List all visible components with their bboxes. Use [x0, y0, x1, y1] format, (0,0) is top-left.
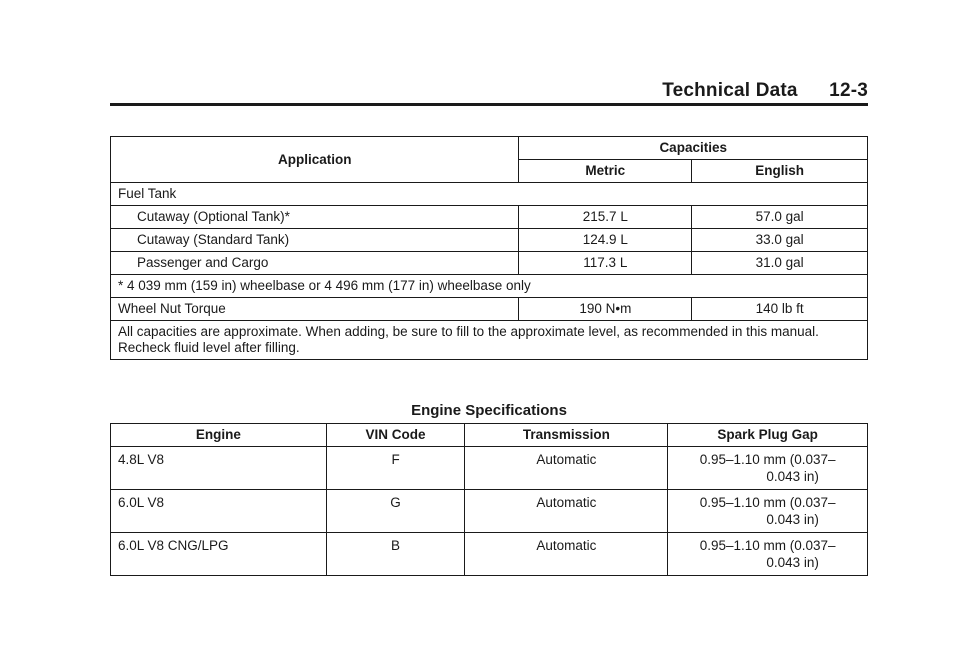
section-title: Technical Data: [662, 80, 798, 101]
table-row: [111, 298, 868, 321]
spark-plug-gap-cell: [668, 490, 868, 533]
wheel-nut-label: Wheel Nut Torque: [111, 298, 519, 321]
column-header-metric: Metric: [519, 160, 692, 183]
engine-cell: 6.0L V8: [111, 490, 327, 533]
spark-plug-gap-cell: [668, 447, 868, 490]
gap-line-2: 0.043 in): [766, 512, 819, 527]
table-row: [111, 490, 868, 533]
table-row: [111, 275, 868, 298]
fuel-row-english: 31.0 gal: [692, 252, 868, 275]
column-header-vin-code: VIN Code: [326, 424, 465, 447]
column-header-engine: Engine: [111, 424, 327, 447]
engine-specs-title: Engine Specifications: [411, 402, 567, 419]
table-header-row: [111, 137, 868, 160]
column-header-application: Application: [111, 137, 519, 183]
table-row: [111, 229, 868, 252]
table-row: [111, 206, 868, 229]
wheel-nut-english: 140 lb ft: [692, 298, 868, 321]
transmission-cell: Automatic: [465, 533, 668, 576]
table-row: [111, 447, 868, 490]
fuel-row-metric: 215.7 L: [519, 206, 692, 229]
vin-cell: F: [326, 447, 465, 490]
vin-cell: G: [326, 490, 465, 533]
fuel-row-metric: 124.9 L: [519, 229, 692, 252]
engine-cell: 4.8L V8: [111, 447, 327, 490]
spark-plug-gap-cell: [668, 533, 868, 576]
fuel-row-name: Passenger and Cargo: [111, 252, 519, 275]
table-row: [111, 252, 868, 275]
fuel-row-english: 57.0 gal: [692, 206, 868, 229]
engine-specs-table: [110, 423, 868, 576]
fuel-tank-label: Fuel Tank: [111, 183, 868, 206]
fuel-row-english: 33.0 gal: [692, 229, 868, 252]
page-header: [110, 80, 868, 104]
gap-line-2: 0.043 in): [766, 469, 819, 484]
gap-line-1: 0.95–1.10 mm (0.037–: [699, 452, 836, 467]
transmission-cell: Automatic: [465, 490, 668, 533]
table-header-row: [111, 424, 868, 447]
wheel-nut-metric: 190 N•m: [519, 298, 692, 321]
capacities-note: All capacities are approximate. When adding, be sure to fill to the approximate level, as recommended in this manual. Recheck fluid level after filling.: [111, 321, 868, 360]
column-header-transmission: Transmission: [465, 424, 668, 447]
table-row: [111, 533, 868, 576]
column-header-english: English: [692, 160, 868, 183]
page-number: 12-3: [829, 80, 868, 101]
gap-line-1: 0.95–1.10 mm (0.037–: [699, 538, 836, 553]
gap-line-2: 0.043 in): [766, 555, 819, 570]
column-header-spark-plug-gap: Spark Plug Gap: [668, 424, 868, 447]
capacities-table: [110, 136, 868, 360]
table-row: [111, 321, 868, 360]
wheelbase-footnote: * 4 039 mm (159 in) wheelbase or 4 496 mm (177 in) wheelbase only: [111, 275, 868, 298]
fuel-row-name: Cutaway (Optional Tank)*: [111, 206, 519, 229]
table-row: [111, 183, 868, 206]
engine-cell: 6.0L V8 CNG/LPG: [111, 533, 327, 576]
fuel-row-metric: 117.3 L: [519, 252, 692, 275]
gap-line-1: 0.95–1.10 mm (0.037–: [699, 495, 836, 510]
column-header-capacities: Capacities: [519, 137, 868, 160]
vin-cell: B: [326, 533, 465, 576]
fuel-row-name: Cutaway (Standard Tank): [111, 229, 519, 252]
transmission-cell: Automatic: [465, 447, 668, 490]
header-rule: [110, 103, 868, 106]
